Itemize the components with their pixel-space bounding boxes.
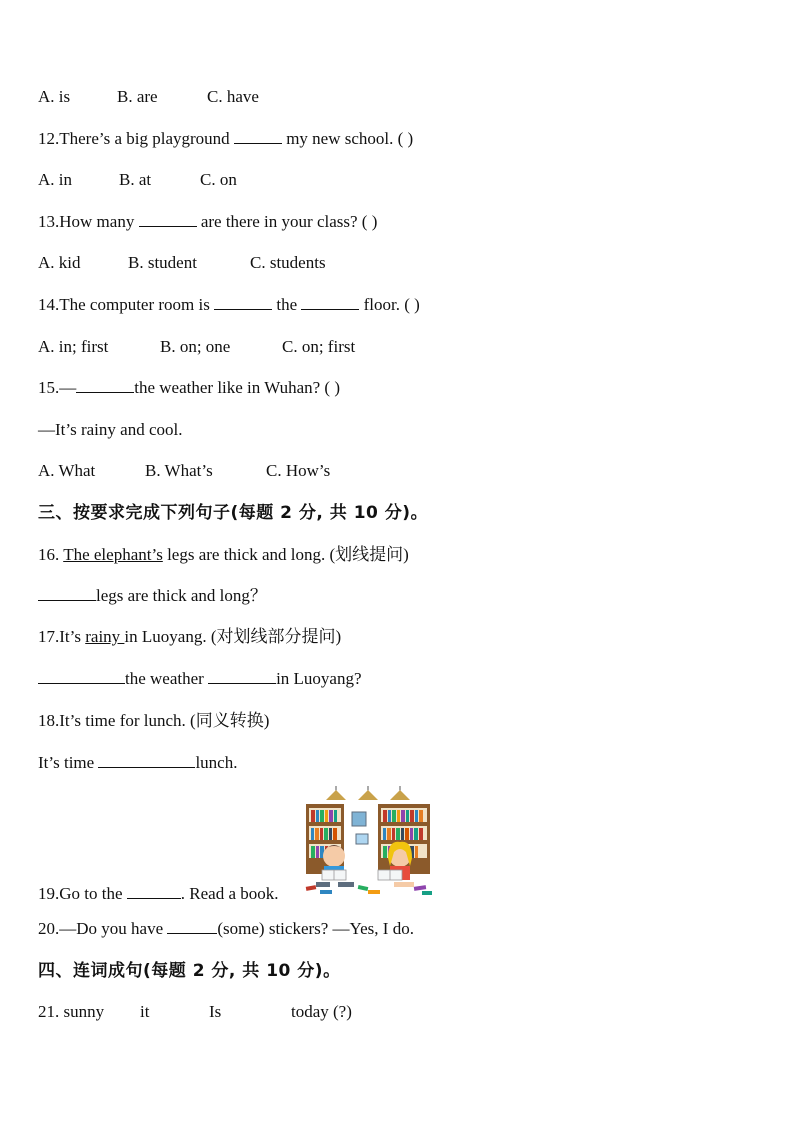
lamp-icon: [326, 786, 410, 800]
option-c: C. students: [250, 253, 326, 272]
answer-blank[interactable]: [214, 294, 272, 310]
answer-blank[interactable]: [127, 883, 181, 899]
answer-blank[interactable]: [98, 752, 195, 768]
q13-options: [38, 252, 326, 274]
answer-blank[interactable]: [301, 294, 359, 310]
word-3: Is: [209, 1002, 222, 1021]
q12-options: [38, 169, 237, 191]
option-a: A. in; first: [38, 337, 109, 356]
picture-frame: [352, 812, 366, 826]
answer-blank[interactable]: [234, 128, 282, 144]
answer-blank[interactable]: [167, 918, 217, 934]
question-text: floor. ( ): [359, 295, 420, 314]
answer-text: legs are thick and long？: [96, 586, 267, 605]
question-number: 16.: [38, 545, 64, 564]
question-text: 15.—: [38, 378, 77, 397]
answer-text: It’s time: [38, 753, 99, 772]
underlined-phrase: The elephant’s: [63, 545, 163, 564]
question-text: are there in your class? ( ): [196, 212, 378, 231]
question-15: [38, 377, 340, 399]
answer-blank[interactable]: [76, 377, 134, 393]
option-a: A. What: [38, 461, 96, 480]
option-c: C. How’s: [266, 461, 331, 480]
question-13: [38, 211, 377, 233]
answer-blank[interactable]: [139, 211, 197, 227]
question-text: legs are thick and long. (划线提问): [162, 545, 409, 564]
q11-options: [38, 86, 259, 108]
question-text: 20.—Do you have: [38, 919, 168, 938]
q16-answer-line: [38, 585, 267, 607]
question-text: in Luoyang. (对划线部分提问): [124, 627, 342, 646]
option-b: B. student: [128, 253, 197, 272]
word-4: today (?): [291, 1002, 352, 1021]
option-b: B. are: [117, 87, 158, 106]
question-17: [38, 626, 341, 648]
question-text: 13.How many: [38, 212, 139, 231]
word-1: 21. sunny: [38, 1002, 105, 1021]
answer-text: the weather: [125, 669, 209, 688]
question-text: 12.There’s a big playground: [38, 129, 234, 148]
underlined-phrase: rainy: [85, 627, 125, 646]
question-text: 19.Go to the: [38, 884, 127, 903]
answer-blank[interactable]: [38, 668, 125, 684]
question-18: 18.It’s time for lunch. (同义转换): [38, 711, 270, 730]
option-a: A. is: [38, 87, 71, 106]
library-reading-illustration: [302, 786, 438, 898]
option-b: B. at: [119, 170, 152, 189]
question-21: [38, 1001, 352, 1023]
option-c: C. on: [200, 170, 237, 189]
question-text: the weather like in Wuhan? ( ): [134, 378, 341, 397]
section-3-title: 三、按要求完成下列句子(每题 2 分, 共 10 分)。: [38, 503, 429, 523]
q14-options: [38, 336, 355, 358]
word-2: it: [140, 1002, 150, 1021]
question-text: (some) stickers? —Yes, I do.: [217, 919, 414, 938]
section-4-title: 四、连词成句(每题 2 分, 共 10 分)。: [38, 961, 341, 981]
option-a: A. in: [38, 170, 72, 189]
q15-options: [38, 460, 330, 482]
answer-text: in Luoyang?: [276, 669, 362, 688]
option-a: A. kid: [38, 253, 81, 272]
answer-blank[interactable]: [208, 668, 276, 684]
option-b: B. on; one: [160, 337, 231, 356]
option-c: C. have: [207, 87, 259, 106]
question-text: the: [272, 295, 302, 314]
question-text: . Read a book.: [180, 884, 279, 903]
picture-frame: [356, 834, 368, 844]
question-text: 14.The computer room is: [38, 295, 215, 314]
question-text: my new school. ( ): [281, 129, 414, 148]
question-12: [38, 128, 413, 150]
answer-blank[interactable]: [38, 585, 96, 601]
answer-text: lunch.: [195, 753, 238, 772]
question-14: [38, 294, 420, 316]
q17-answer-line: [38, 668, 362, 690]
q15-dialogue: —It’s rainy and cool.: [38, 420, 183, 439]
q18-answer-line: [38, 752, 237, 774]
option-c: C. on; first: [282, 337, 356, 356]
question-16: [38, 544, 409, 566]
question-19: [38, 883, 279, 905]
option-b: B. What’s: [145, 461, 213, 480]
question-20: [38, 918, 414, 940]
question-text: 17.It’s: [38, 627, 86, 646]
